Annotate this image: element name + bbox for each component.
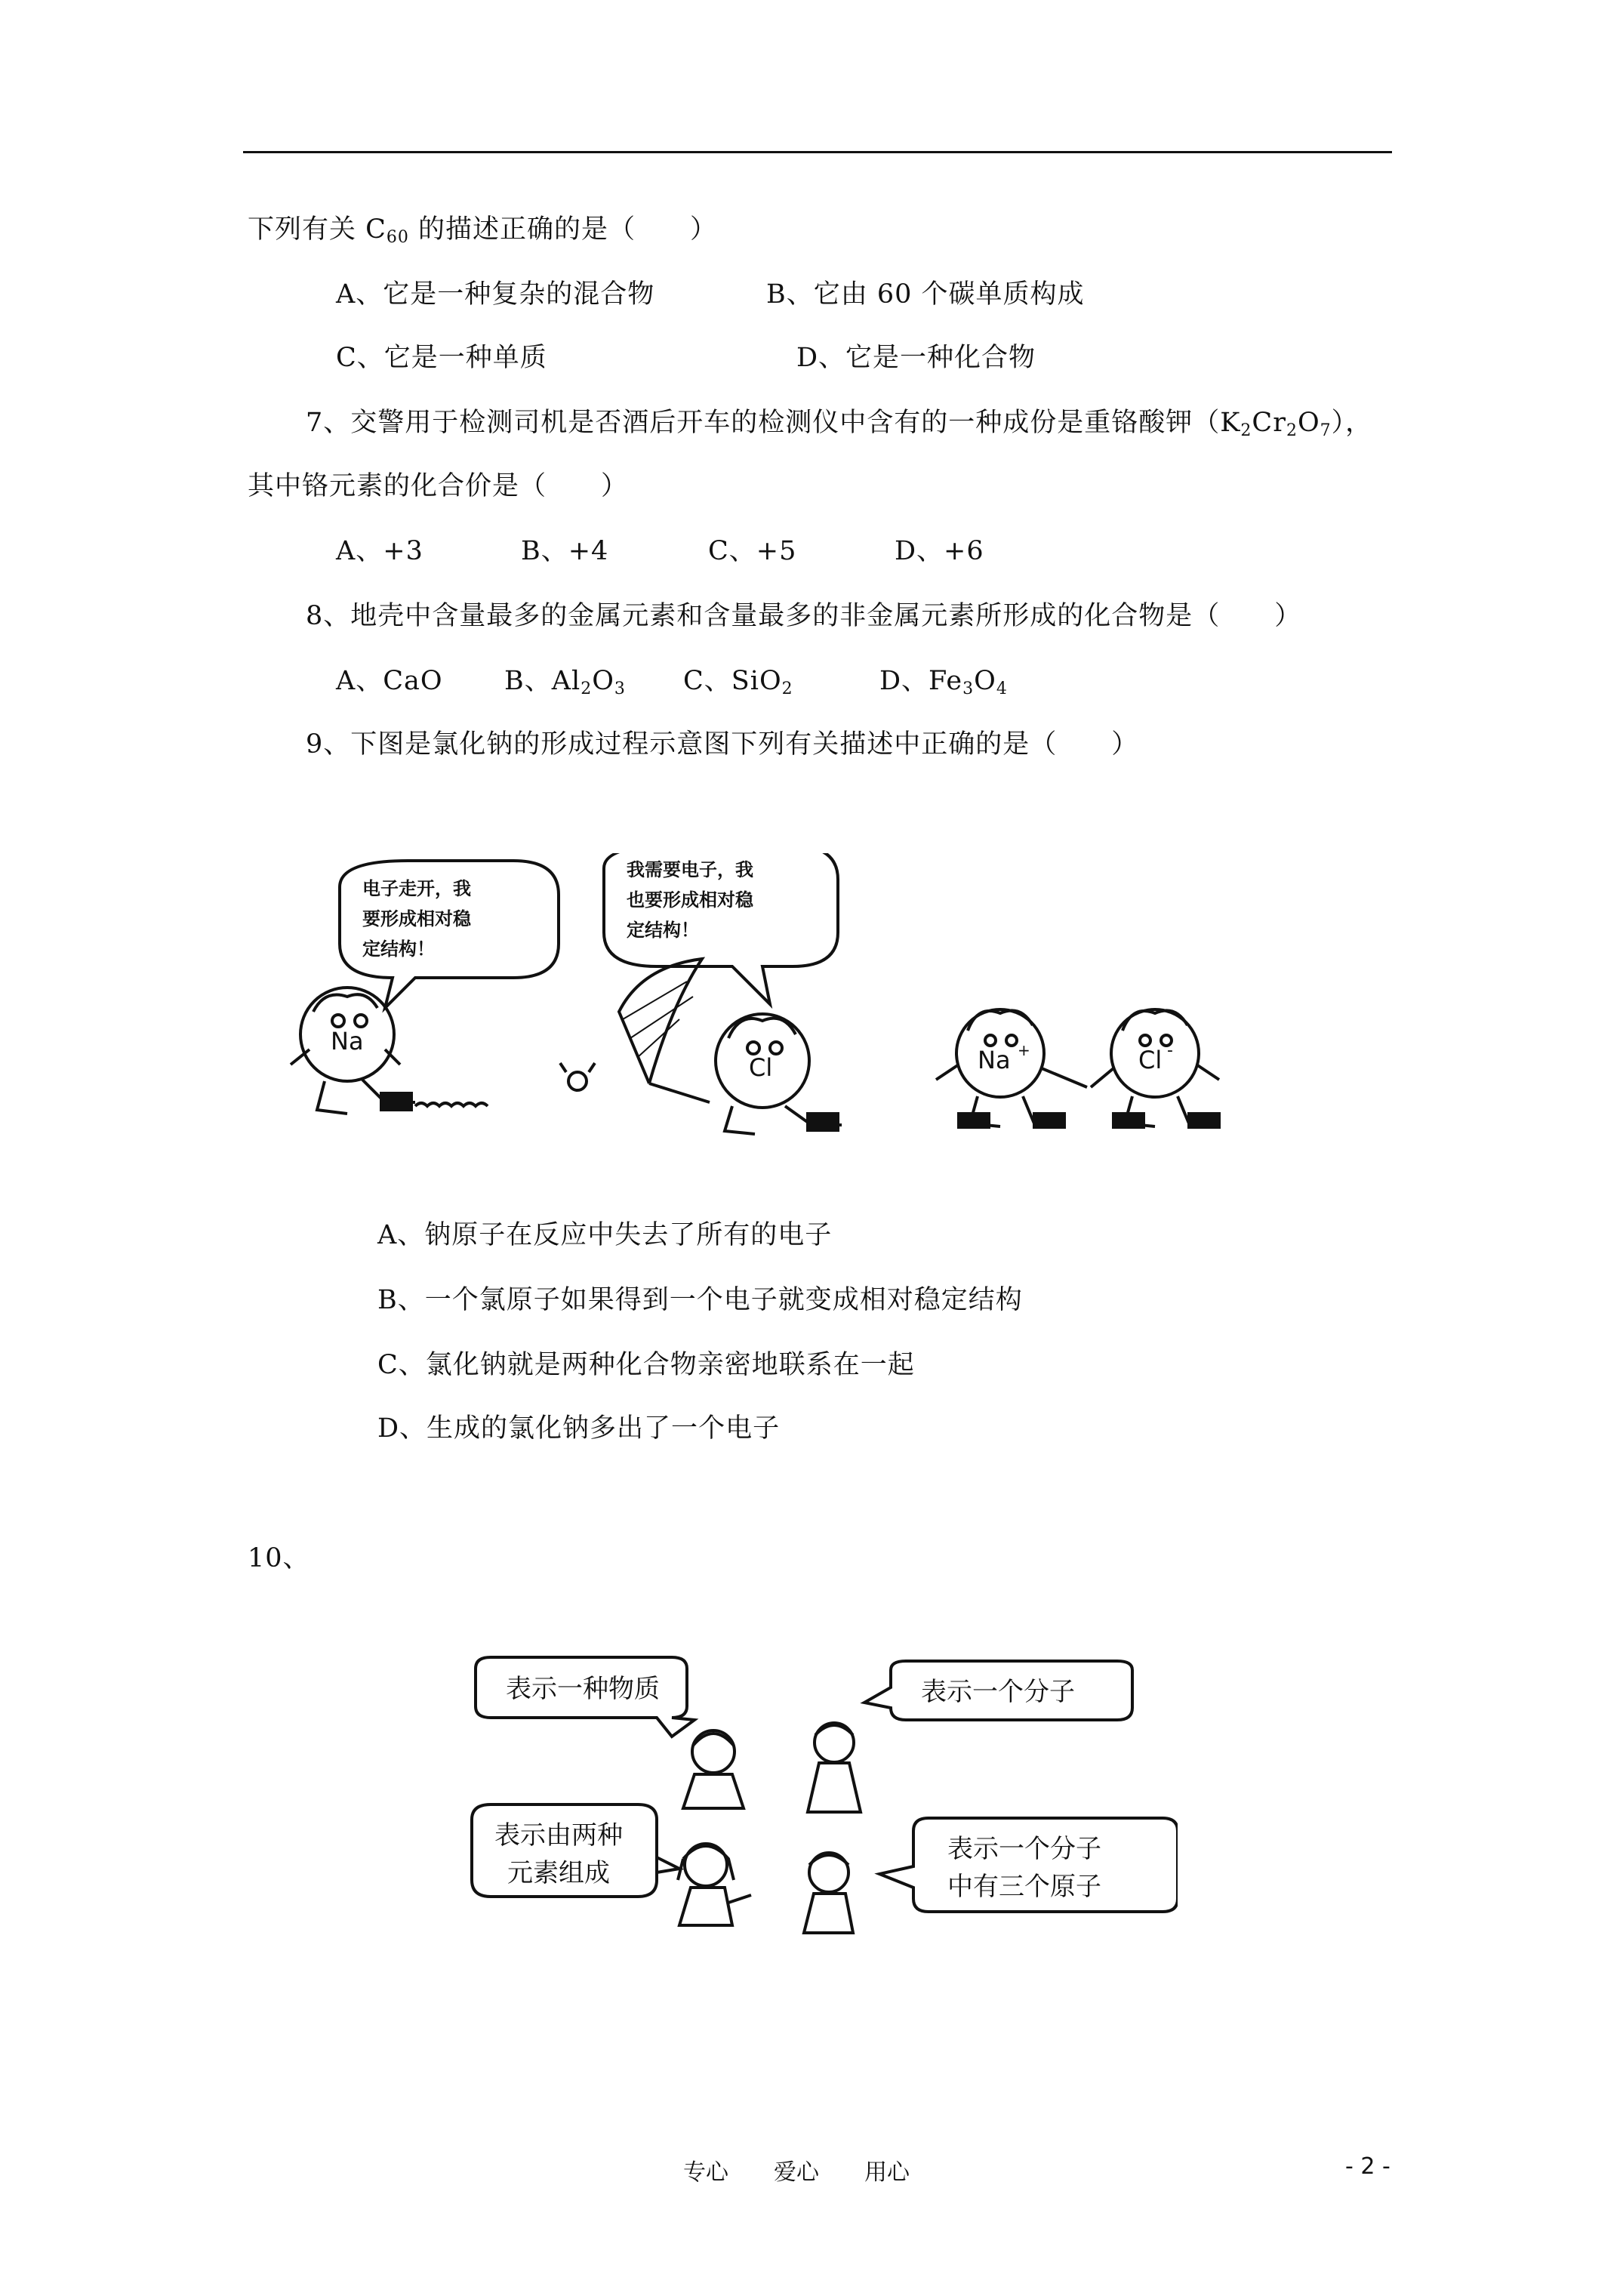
q9-option-b: B、一个氯原子如果得到一个电子就变成相对稳定结构 [377, 1285, 1023, 1315]
cl-ion-label: Cl [1138, 1046, 1163, 1074]
na-bubble-line3: 定结构！ [362, 938, 435, 960]
molecule-meaning-figure [453, 1653, 1178, 1986]
q8-option-b: B、$Al_2O_3$ [504, 666, 626, 698]
q8-stem: 8、地壳中含量最多的金属元素和含量最多的非金属元素所形成的化合物是（ ） [306, 601, 1302, 631]
bubble-bottom-right-line1: 表示一个分子 [947, 1834, 1101, 1864]
page-number: - 2 - [1345, 2153, 1390, 2180]
q9-option-d: D、生成的氯化钠多出了一个电子 [377, 1413, 781, 1444]
person-bottom-right [804, 1853, 853, 1933]
na-atom-label: Na [331, 1027, 364, 1056]
q8-option-a: A、CaO [336, 666, 443, 696]
q9-option-c: C、氯化钠就是两种化合物亲密地联系在一起 [377, 1350, 915, 1380]
cl-atom-label: Cl [749, 1053, 773, 1082]
q6-stem: 下列有关 $C_{60}$ 的描述正确的是（ ） [248, 214, 718, 247]
bubble-top-right-text: 表示一个分子 [921, 1677, 1075, 1707]
sodium-chloride-formation-figure [279, 853, 1261, 1140]
q8-option-d: D、$Fe_3O_4$ [879, 666, 1008, 698]
q7-option-c: C、+5 [708, 536, 797, 566]
q6-option-c: C、它是一种单质 [336, 343, 547, 373]
cl-ion-charge: - [1167, 1041, 1173, 1060]
header-rule [243, 151, 1392, 153]
q9-stem: 9、下图是氯化钠的形成过程示意图下列有关描述中正确的是（ ） [306, 729, 1139, 760]
na-ion-charge: + [1018, 1041, 1030, 1059]
person-top-left [683, 1730, 744, 1808]
na-bubble-line2: 要形成相对稳 [362, 908, 471, 929]
cl-bubble-line3: 定结构！ [627, 920, 699, 941]
q10-label: 10、 [248, 1543, 310, 1573]
cl-bubble-line1: 我需要电子，我 [627, 859, 753, 880]
footer-motto: 专心 爱心 用心 [683, 2159, 910, 2186]
q7-stem-line1: 7、交警用于检测司机是否酒后开车的检测仪中含有的一种成份是重铬酸钾$(K_2Cr_2O_7)$， [306, 408, 1373, 440]
bubble-bottom-left-line1: 表示由两种 [494, 1820, 623, 1851]
q8-option-c: C、SiO$_2$ [683, 666, 793, 698]
q7-option-a: A、+3 [336, 536, 423, 566]
q7-option-d: D、+6 [895, 536, 984, 566]
person-top-right [808, 1723, 861, 1812]
q6-option-b: B、它由 60 个碳单质构成 [766, 279, 1085, 310]
na-ion-label: Na [978, 1046, 1011, 1074]
q6-option-d: D、它是一种化合物 [796, 343, 1036, 373]
person-bottom-left [678, 1844, 751, 1925]
q6-option-a: A、它是一种复杂的混合物 [336, 279, 655, 310]
bubble-top-left-text: 表示一种物质 [506, 1674, 660, 1704]
bubble-bottom-right-line2: 中有三个原子 [947, 1872, 1101, 1902]
q7-stem-line2: 其中铬元素的化合价是（ ） [248, 471, 629, 501]
bubble-bottom-left-line2: 元素组成 [507, 1858, 610, 1888]
na-bubble-line1: 电子走开，我 [362, 878, 471, 899]
cl-bubble-line2: 也要形成相对稳 [627, 889, 753, 911]
q9-option-a: A、钠原子在反应中失去了所有的电子 [377, 1220, 833, 1250]
q7-option-b: B、+4 [521, 536, 609, 566]
